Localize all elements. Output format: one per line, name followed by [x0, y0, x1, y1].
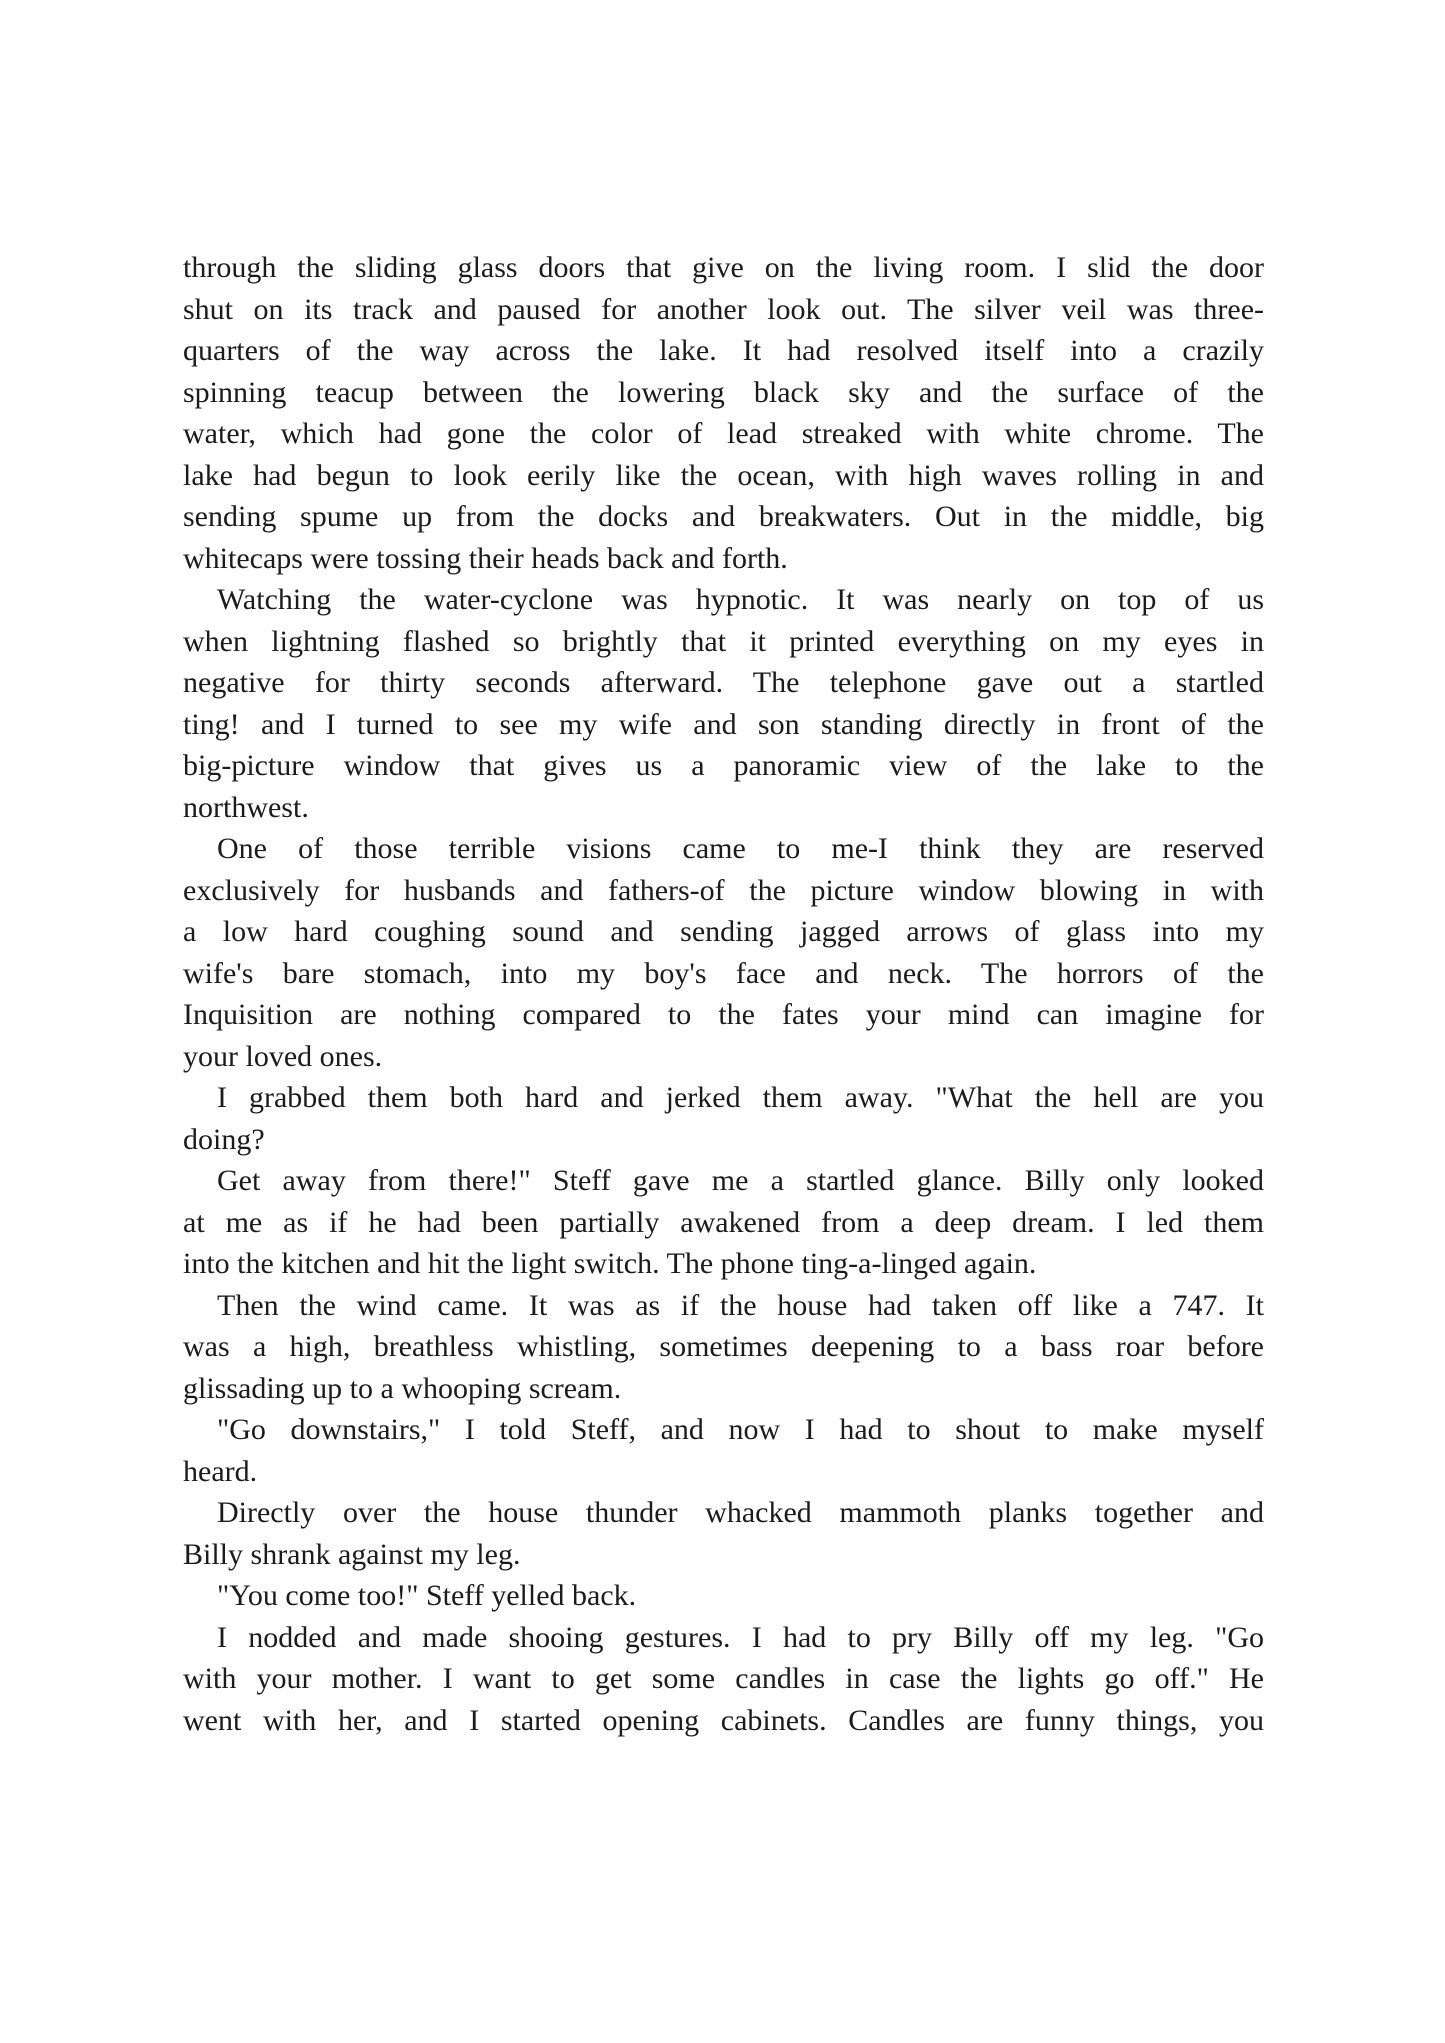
text-line: was a high, breathless whistling, sometimes deepening to a bass roar before — [183, 1330, 1264, 1363]
paragraph — [183, 1285, 1264, 1410]
text-line: northwest. — [183, 790, 309, 824]
text-line: shut on its track and paused for another look out. The silver veil was three- — [183, 292, 1264, 326]
paragraph — [183, 1160, 1264, 1285]
text-line: wife's bare stomach, into my boy's face and neck. The horrors of the — [183, 956, 1264, 990]
text-line: Watching the water-cyclone was hypnotic. It was nearly on top of us — [217, 583, 1264, 616]
paragraph — [183, 247, 1264, 579]
text-line: through the sliding glass doors that give on the living room. I slid the door — [183, 251, 1264, 284]
text-line: a low hard coughing sound and sending jagged arrows of glass into my — [183, 915, 1264, 948]
text-line: ting! and I turned to see my wife and son standing directly in front of the — [183, 707, 1264, 741]
text-line: spinning teacup between the lowering black sky and the surface of the — [183, 375, 1264, 409]
text-line: exclusively for husbands and fathers-of the picture window blowing in with — [183, 873, 1264, 907]
paragraph — [183, 1492, 1264, 1575]
text-line: your loved ones. — [183, 1039, 383, 1073]
text-line: lake had begun to look eerily like the ocean, with high waves rolling in and — [183, 458, 1264, 492]
paragraph — [183, 828, 1264, 1077]
text-line: I grabbed them both hard and jerked them away. "What the hell are you — [217, 1081, 1264, 1114]
text-line: glissading up to a whooping scream. — [183, 1371, 622, 1405]
text-line: "Go downstairs," I told Steff, and now I had to shout to make myself — [217, 1413, 1264, 1446]
paragraph — [183, 1077, 1264, 1160]
text-line: Billy shrank against my leg. — [183, 1537, 521, 1571]
text-line: negative for thirty seconds afterward. The telephone gave out a startled — [183, 666, 1264, 699]
paragraph — [183, 1575, 1264, 1617]
paragraph — [183, 579, 1264, 828]
text-line: sending spume up from the docks and breakwaters. Out in the middle, big — [183, 500, 1264, 533]
text-line: quarters of the way across the lake. It had resolved itself into a crazily — [183, 334, 1264, 367]
text-line: into the kitchen and hit the light switch. The phone ting-a-linged again. — [183, 1247, 1037, 1280]
text-block — [183, 247, 1264, 1741]
text-line: Inquisition are nothing compared to the fates your mind can imagine for — [183, 998, 1264, 1031]
text-line: when lightning flashed so brightly that it printed everything on my eyes in — [183, 624, 1264, 658]
text-line: heard. — [183, 1454, 258, 1488]
text-line: with your mother. I want to get some candles in case the lights go off." He — [183, 1662, 1264, 1695]
text-line: Then the wind came. It was as if the house had taken off like a 747. It — [217, 1288, 1264, 1322]
text-line: big-picture window that gives us a panoramic view of the lake to the — [183, 749, 1264, 782]
text-line: "You come too!" Steff yelled back. — [217, 1579, 637, 1612]
text-line: water, which had gone the color of lead streaked with white chrome. The — [183, 417, 1264, 450]
text-line: One of those terrible visions came to me-I think they are reserved — [217, 832, 1264, 865]
text-line: went with her, and I started opening cabinets. Candles are funny things, you — [183, 1703, 1264, 1737]
text-line: I nodded and made shooing gestures. I had to pry Billy off my leg. "Go — [217, 1620, 1264, 1654]
text-line: at me as if he had been partially awakened from a deep dream. I led them — [183, 1205, 1264, 1239]
text-line: Directly over the house thunder whacked mammoth planks together and — [217, 1496, 1264, 1529]
text-line: Get away from there!" Steff gave me a startled glance. Billy only looked — [217, 1164, 1264, 1197]
paragraph — [183, 1409, 1264, 1492]
text-line: whitecaps were tossing their heads back and forth. — [183, 541, 788, 575]
text-line: doing? — [183, 1122, 265, 1156]
paragraph — [183, 1617, 1264, 1742]
